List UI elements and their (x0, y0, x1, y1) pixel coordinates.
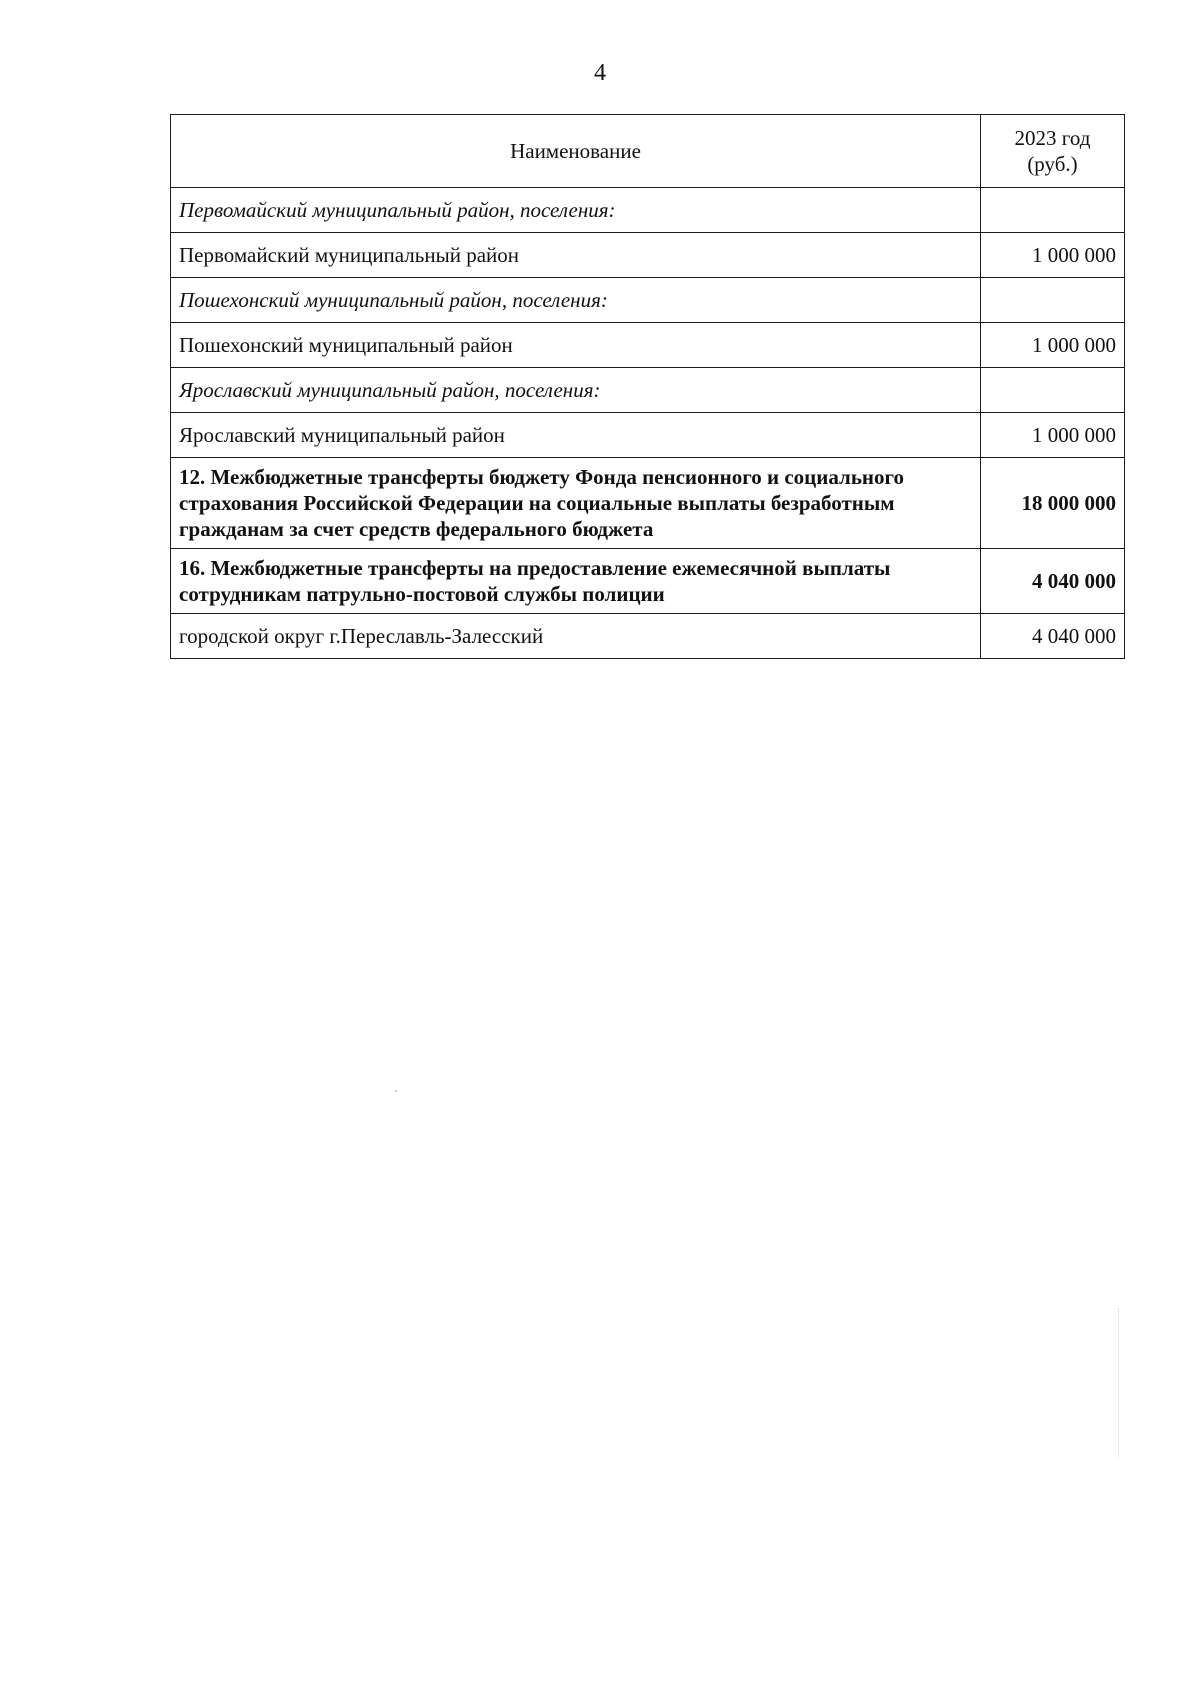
table-row-section-poshekhonsky (171, 278, 1125, 323)
table-row-item-12 (171, 458, 1125, 549)
row-value: 18 000 000 (981, 458, 1125, 549)
row-value: 1 000 000 (981, 413, 1125, 458)
scan-artifact (1118, 1308, 1120, 1458)
header-name: Наименование (171, 115, 981, 188)
row-value: 1 000 000 (981, 323, 1125, 368)
row-value: 1 000 000 (981, 233, 1125, 278)
table-row-pereslavl (171, 614, 1125, 659)
table-header-row (171, 115, 1125, 188)
row-value: 4 040 000 (981, 614, 1125, 659)
table-row-item-16 (171, 549, 1125, 614)
row-value (981, 188, 1125, 233)
budget-table (170, 114, 1125, 659)
row-value: 4 040 000 (981, 549, 1125, 614)
row-name: Первомайский муниципальный район (171, 233, 981, 278)
table-row-poshekhonsky (171, 323, 1125, 368)
table-row-yaroslavsky (171, 413, 1125, 458)
row-name: Пошехонский муниципальный район, поселения: (171, 278, 981, 323)
table-row-pervomaisky (171, 233, 1125, 278)
row-value (981, 278, 1125, 323)
table-row-section-yaroslavsky (171, 368, 1125, 413)
row-name: Первомайский муниципальный район, поселения: (171, 188, 981, 233)
header-unit-label: (руб.) (1027, 152, 1078, 176)
table-row-section-pervomaisky (171, 188, 1125, 233)
row-name: городской округ г.Переславль-Залесский (171, 614, 981, 659)
row-value (981, 368, 1125, 413)
row-name: Пошехонский муниципальный район (171, 323, 981, 368)
row-name: Ярославский муниципальный район, поселения: (171, 368, 981, 413)
row-name: 12. Межбюджетные трансферты бюджету Фонда пенсионного и социального страхования Российской Федерации на социальные выплаты безработным гражданам за счет средств федерального бюджета (171, 458, 981, 549)
scan-artifact (395, 1090, 397, 1092)
row-name: 16. Межбюджетные трансферты на предоставление ежемесячной выплаты сотрудникам патрульно-постовой службы полиции (171, 549, 981, 614)
header-year-label: 2023 год (1014, 126, 1091, 150)
page-number: 4 (594, 60, 606, 86)
row-name: Ярославский муниципальный район (171, 413, 981, 458)
header-year (981, 115, 1125, 188)
